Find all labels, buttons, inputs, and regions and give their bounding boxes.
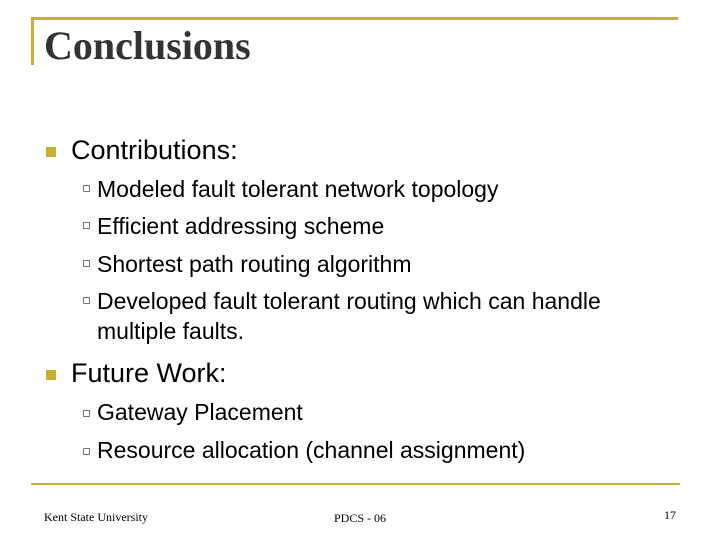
hollow-square-bullet-icon [83, 185, 90, 192]
section-heading-contributions: Contributions: [71, 135, 238, 165]
page-number: 17 [664, 508, 676, 522]
hollow-square-bullet-icon [83, 410, 90, 417]
title-frame-top-rule [31, 17, 678, 20]
hollow-square-bullet-icon [83, 297, 90, 304]
list-item: Modeled fault tolerant network topology [97, 176, 499, 202]
list-item: Gateway Placement [97, 399, 303, 425]
hollow-square-bullet-icon [83, 448, 90, 455]
title-frame-left-rule [31, 17, 34, 65]
footer-rule [31, 483, 680, 485]
slide-title: Conclusions [44, 23, 251, 68]
hollow-square-bullet-icon [83, 222, 90, 229]
footer-conference: PDCS - 06 [334, 511, 387, 525]
list-item-continuation: multiple faults. [97, 318, 245, 344]
footer-organization: Kent State University [44, 510, 148, 524]
list-item: Developed fault tolerant routing which can handle [97, 288, 601, 314]
section-heading-future-work: Future Work: [71, 358, 227, 388]
list-item: Shortest path routing algorithm [97, 251, 412, 277]
list-item: Efficient addressing scheme [97, 213, 385, 239]
square-bullet-icon [46, 370, 56, 380]
hollow-square-bullet-icon [83, 260, 90, 267]
square-bullet-icon [46, 147, 56, 157]
list-item: Resource allocation (channel assignment) [97, 437, 526, 463]
